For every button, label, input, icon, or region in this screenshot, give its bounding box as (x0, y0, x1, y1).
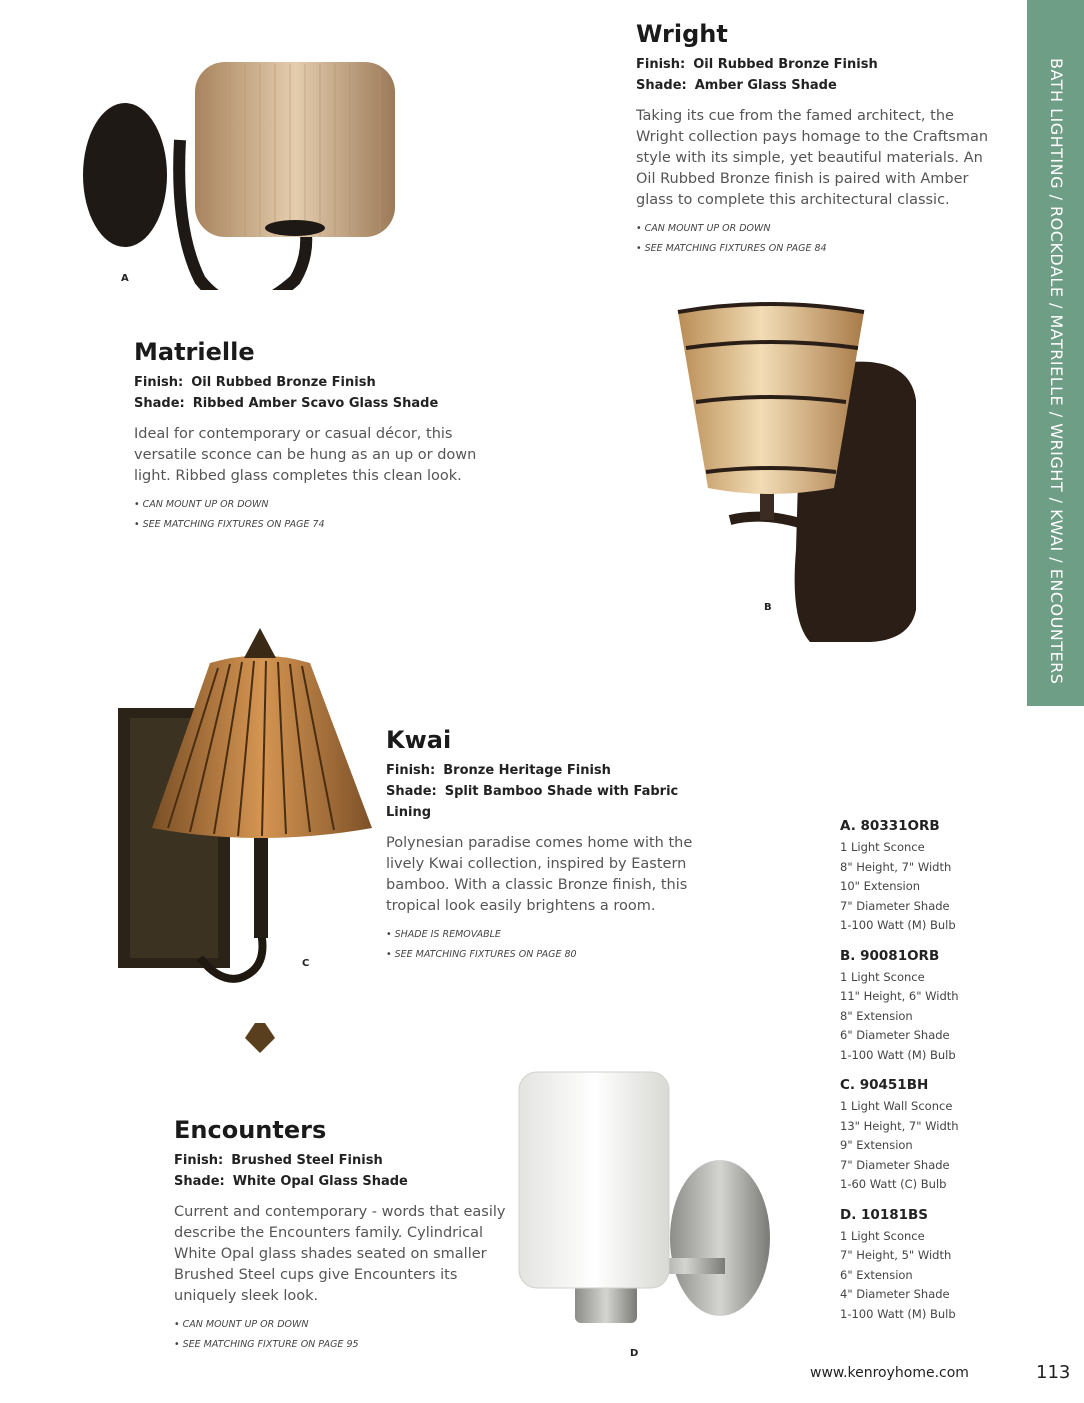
model-line: 8" Extension (840, 1008, 913, 1023)
matrielle-shade-label: Shade: (134, 396, 185, 411)
model-line: 7" Height, 5" Width (840, 1248, 952, 1262)
model-line: 11" Height, 6" Width (840, 989, 959, 1003)
model-title: D. 10181BS (840, 1206, 929, 1223)
model-line: 1 Light Sconce (840, 1228, 925, 1243)
figure-label-b: B (764, 602, 772, 613)
matrielle-lamp-image (70, 50, 410, 290)
wright-finish-label: Finish: (636, 57, 686, 72)
encounters-title: Encounters (174, 1116, 327, 1144)
model-line: 1-100 Watt (M) Bulb (840, 1047, 956, 1062)
encounters-note: • CAN MOUNT UP OR DOWN (174, 1319, 309, 1330)
encounters-note: • SEE MATCHING FIXTURE ON PAGE 95 (174, 1339, 359, 1350)
model-line: 7" Diameter Shade (840, 898, 950, 913)
model-line: 1-100 Watt (M) Bulb (840, 918, 956, 932)
encounters-lamp-image (515, 1068, 780, 1348)
matrielle-title: Matrielle (134, 338, 255, 366)
wright-section (636, 20, 996, 259)
kwai-shade-label: Shade: (386, 784, 437, 799)
encounters-shade: White Opal Glass Shade (232, 1174, 408, 1189)
model-line: 8" Height, 7" Width (840, 859, 952, 874)
kwai-shade: Split Bamboo Shade with Fabric Lining (386, 784, 679, 820)
wright-description: Taking its cue from the famed architect, the Wright collection pays homage to the Craftsman style with its simple, yet beautiful materials. An Oil Rubbed Bronze finish is paired with Amber glass to complete this architectural classic. (636, 108, 989, 208)
model-line: 1 Light Sconce (840, 840, 925, 854)
model-spec-block (840, 948, 1020, 1066)
matrielle-note: • CAN MOUNT UP OR DOWN (134, 499, 269, 510)
figure-label-d: D (630, 1348, 639, 1359)
model-line: 9" Extension (840, 1138, 913, 1152)
wright-title: Wright (636, 20, 728, 48)
page-number: 113 (1036, 1362, 1071, 1383)
kwai-section (386, 726, 716, 965)
model-spec-block (840, 1077, 1020, 1195)
model-line: 10" Extension (840, 879, 921, 893)
sidebar-category-text: BATH LIGHTING / ROCKDALE / MATRIELLE / WRIGHT / KWAI / ENCOUNTERS (1047, 58, 1066, 685)
encounters-finish-label: Finish: (174, 1153, 224, 1168)
matrielle-finish-label: Finish: (134, 375, 184, 390)
model-spec-block (840, 818, 1020, 936)
kwai-note: • SEE MATCHING FIXTURES ON PAGE 80 (386, 949, 577, 960)
wright-note: • SEE MATCHING FIXTURES ON PAGE 84 (636, 243, 827, 254)
model-line: 6" Diameter Shade (840, 1028, 950, 1042)
model-specs (840, 818, 1020, 1324)
model-title: C. 90451BH (840, 1077, 929, 1093)
model-title: A. 80331ORB (840, 818, 940, 834)
encounters-finish: Brushed Steel Finish (231, 1153, 383, 1168)
model-line: 1 Light Sconce (840, 969, 925, 984)
model-line: 1-100 Watt (M) Bulb (840, 1306, 956, 1321)
wright-note: • CAN MOUNT UP OR DOWN (636, 223, 771, 234)
encounters-section (174, 1116, 514, 1355)
encounters-description: Current and contemporary - words that easily describe the Encounters family. Cylindrical White Opal glass shades seated on smaller Brushed Steel cups give Encounters its uniquely sleek look. (174, 1204, 506, 1304)
matrielle-section (134, 338, 494, 535)
footer-url[interactable]: www.kenroyhome.com (810, 1365, 969, 1381)
wright-shade-label: Shade: (636, 78, 687, 93)
kwai-description: Polynesian paradise comes home with the lively Kwai collection, inspired by Eastern bamboo. With a classic Bronze finish, this tropical look easily brightens a room. (386, 835, 693, 914)
kwai-title: Kwai (386, 726, 452, 754)
figure-label-c: C (302, 958, 310, 969)
model-title: B. 90081ORB (840, 947, 940, 964)
matrielle-note: • SEE MATCHING FIXTURES ON PAGE 74 (134, 519, 325, 530)
model-line: 1 Light Wall Sconce (840, 1099, 953, 1113)
model-line: 4" Diameter Shade (840, 1287, 950, 1301)
wright-finish: Oil Rubbed Bronze Finish (693, 57, 878, 72)
wright-lamp-image (670, 300, 930, 650)
model-line: 13" Height, 7" Width (840, 1118, 959, 1133)
kwai-note: • SHADE IS REMOVABLE (386, 929, 501, 940)
model-line: 6" Extension (840, 1267, 913, 1282)
matrielle-description: Ideal for contemporary or casual décor, this versatile sconce can be hung as an up or down light. Ribbed glass completes this clean look. (134, 426, 477, 484)
kwai-finish-label: Finish: (386, 763, 436, 778)
kwai-lamp-image (110, 628, 380, 1058)
figure-label-a: A (121, 273, 129, 284)
model-line: 7" Diameter Shade (840, 1157, 950, 1172)
model-line: 1-60 Watt (C) Bulb (840, 1177, 947, 1191)
model-spec-block (840, 1207, 1020, 1325)
wright-shade: Amber Glass Shade (694, 78, 837, 93)
matrielle-shade: Ribbed Amber Scavo Glass Shade (192, 396, 439, 411)
matrielle-finish: Oil Rubbed Bronze Finish (191, 375, 376, 390)
kwai-finish: Bronze Heritage Finish (443, 763, 611, 778)
encounters-shade-label: Shade: (174, 1174, 225, 1189)
